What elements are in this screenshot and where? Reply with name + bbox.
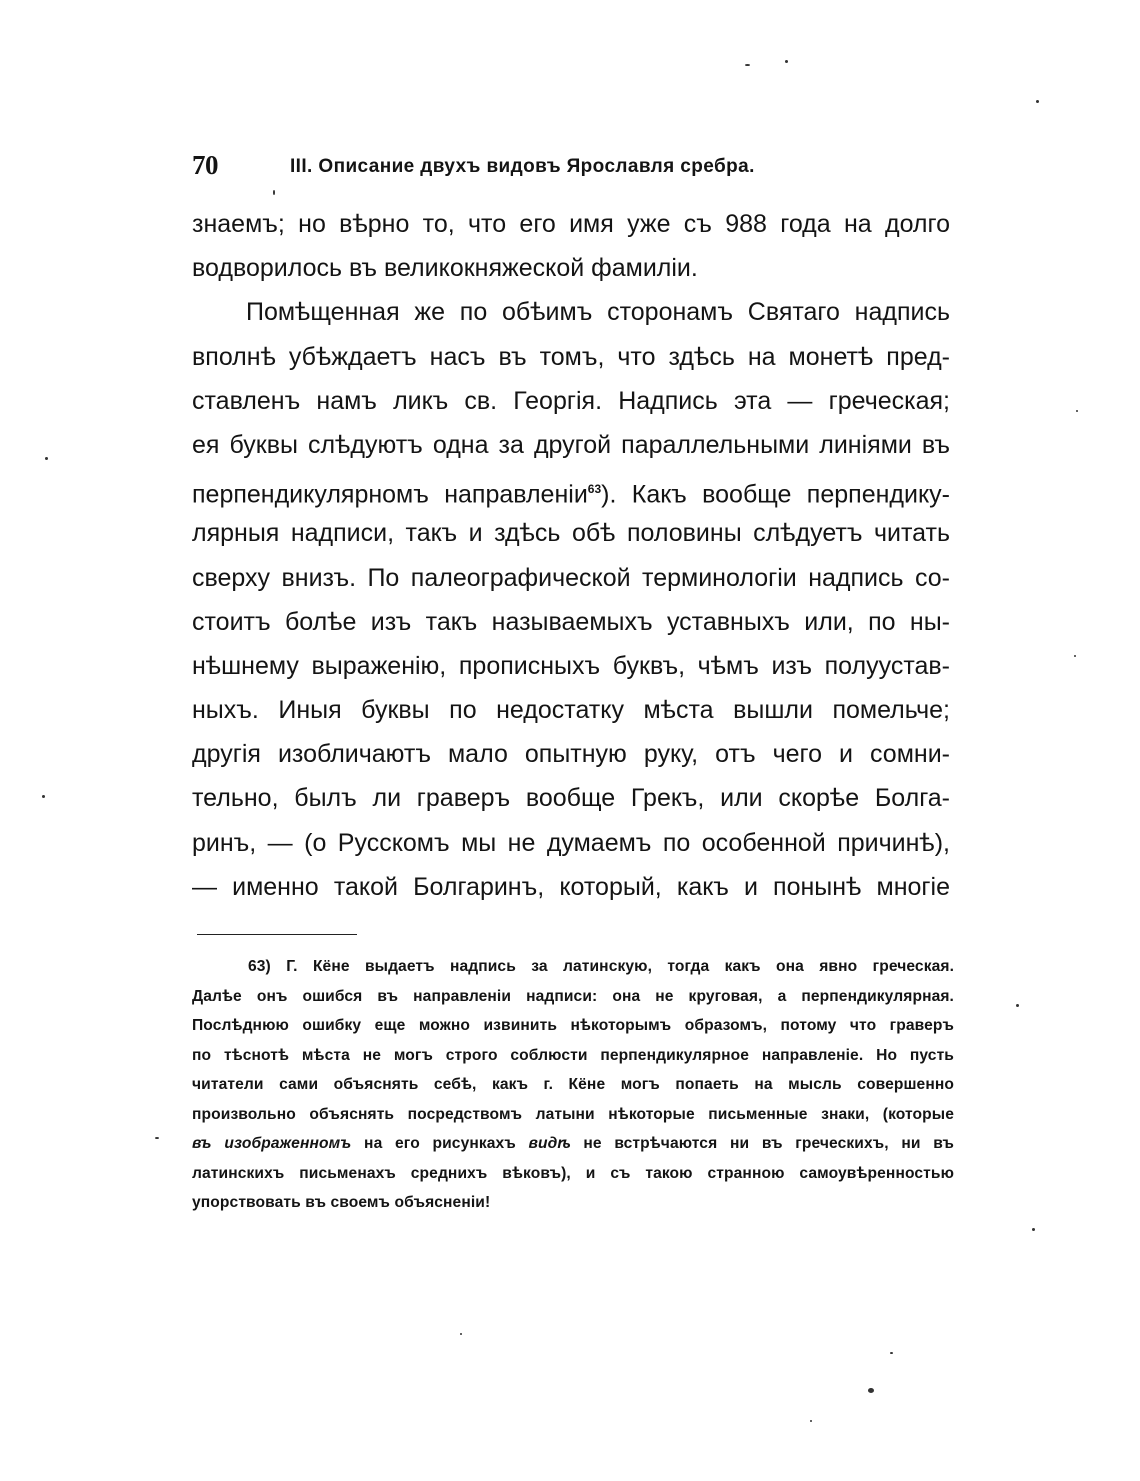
footnote-line: читатели сами объяснять себѣ, какъ г. Кёне могъ попаеть на мысль совершенно [192,1076,954,1093]
scan-speck [785,60,788,63]
body-line: тельно, былъ ли граверъ вообще Грекъ, или скорѣе Болга- [192,784,950,813]
footnote-divider [197,934,357,935]
body-line: сверху внизъ. По палеографической терминологіи надпись со- [192,563,950,592]
footnote-line: упорствовать въ своемъ объясненіи! [192,1194,491,1211]
page-header [192,150,952,186]
scan-speck [460,1333,462,1335]
footnote-italic: въ изображенномъ [192,1135,352,1152]
footnote-line: Послѣднюю ошибку еще можно извинить нѣкоторымъ образомъ, потому что граверъ [192,1017,954,1034]
footnote-line [192,952,954,982]
footnote-line: латинскихъ письменахъ среднихъ вѣковъ), и съ такою странною самоувѣренностью [192,1164,954,1182]
body-line: водворилось въ великокняжеской фамиліи. [192,254,698,283]
footnote [192,952,954,1218]
body-line: лярныя надписи, такъ и здѣсь обѣ половины слѣдуетъ читать [192,519,950,548]
scan-speck [810,1420,812,1422]
footnote-reference[interactable]: 63 [587,482,602,497]
scan-speck [868,1388,874,1393]
page-number: 70 [192,150,218,180]
footnote-line: Далѣе онъ ошибся въ направленіи надписи: она не круговая, а перпендикулярная. [192,987,954,1005]
scan-speck [1032,1228,1035,1231]
footnote-text: на его рисункахъ [351,1135,529,1152]
body-line: другія изобличаютъ мало опытную руку, отъ чего и сомни- [192,740,950,769]
body-line-part: ). Какъ вообще перпендику- [601,480,950,509]
footnote-line: по тѣснотѣ мѣста не могъ строго соблюсти перпендикулярное направленіе. Но пусть [192,1046,954,1064]
footnote-number: 63) [248,958,271,975]
body-line-part: перпендикулярномъ направленіи [192,480,588,509]
scan-speck [1074,655,1076,657]
body-line: ныхъ. Иныя буквы по недостатку мѣста вышли помельче; [192,696,950,725]
body-text [192,202,950,909]
scan-speck [890,1352,893,1354]
scan-speck [745,64,750,66]
footnote-line [192,1129,954,1159]
footnote-italic: видѣ [528,1135,571,1152]
body-line: ринъ, — (о Русскомъ мы не думаемъ по особенной причинѣ), [192,828,950,857]
body-line: ставленъ намъ ликъ св. Георгія. Надпись эта — греческая; [192,386,950,415]
body-line-with-footnote-ref [192,467,950,511]
body-line: вполнѣ убѣждаетъ насъ въ томъ, что здѣсь на монетѣ пред- [192,342,950,371]
footnote-text: не встрѣчаются ни въ греческихъ, ни въ [570,1135,954,1152]
scan-speck [155,1137,159,1139]
scan-speck [273,190,275,195]
scan-speck [1036,100,1039,103]
running-title: III. Описание двухъ видовъ Ярославля сребра. [290,156,755,177]
body-line: ея буквы слѣдуютъ одна за другой параллельными линіями въ [192,430,950,459]
body-line: стоитъ болѣе изъ такъ называемыхъ уставныхъ или, по ны- [192,607,950,636]
scan-speck [1016,1004,1019,1007]
footnote-line: произвольно объяснять посредствомъ латыни нѣкоторые письменные знаки, (которые [192,1105,954,1123]
body-line: знаемъ; но вѣрно то, что его имя уже съ 988 года на долго [192,210,950,238]
body-line: — именно такой Болгаринъ, который, какъ и понынѣ многіе [192,872,950,901]
scan-speck [45,457,48,460]
scan-speck [42,795,45,798]
body-line: нѣшнему выраженію, прописныхъ буквъ, чѣмъ изъ полуустав- [192,651,950,680]
scan-speck [1076,410,1078,412]
footnote-text: Г. Кёне выдаетъ надпись за латинскую, тогда какъ она явно греческая. [286,958,954,975]
body-line: Помѣщенная же по обѣимъ сторонамъ Святаго надпись [246,298,950,327]
